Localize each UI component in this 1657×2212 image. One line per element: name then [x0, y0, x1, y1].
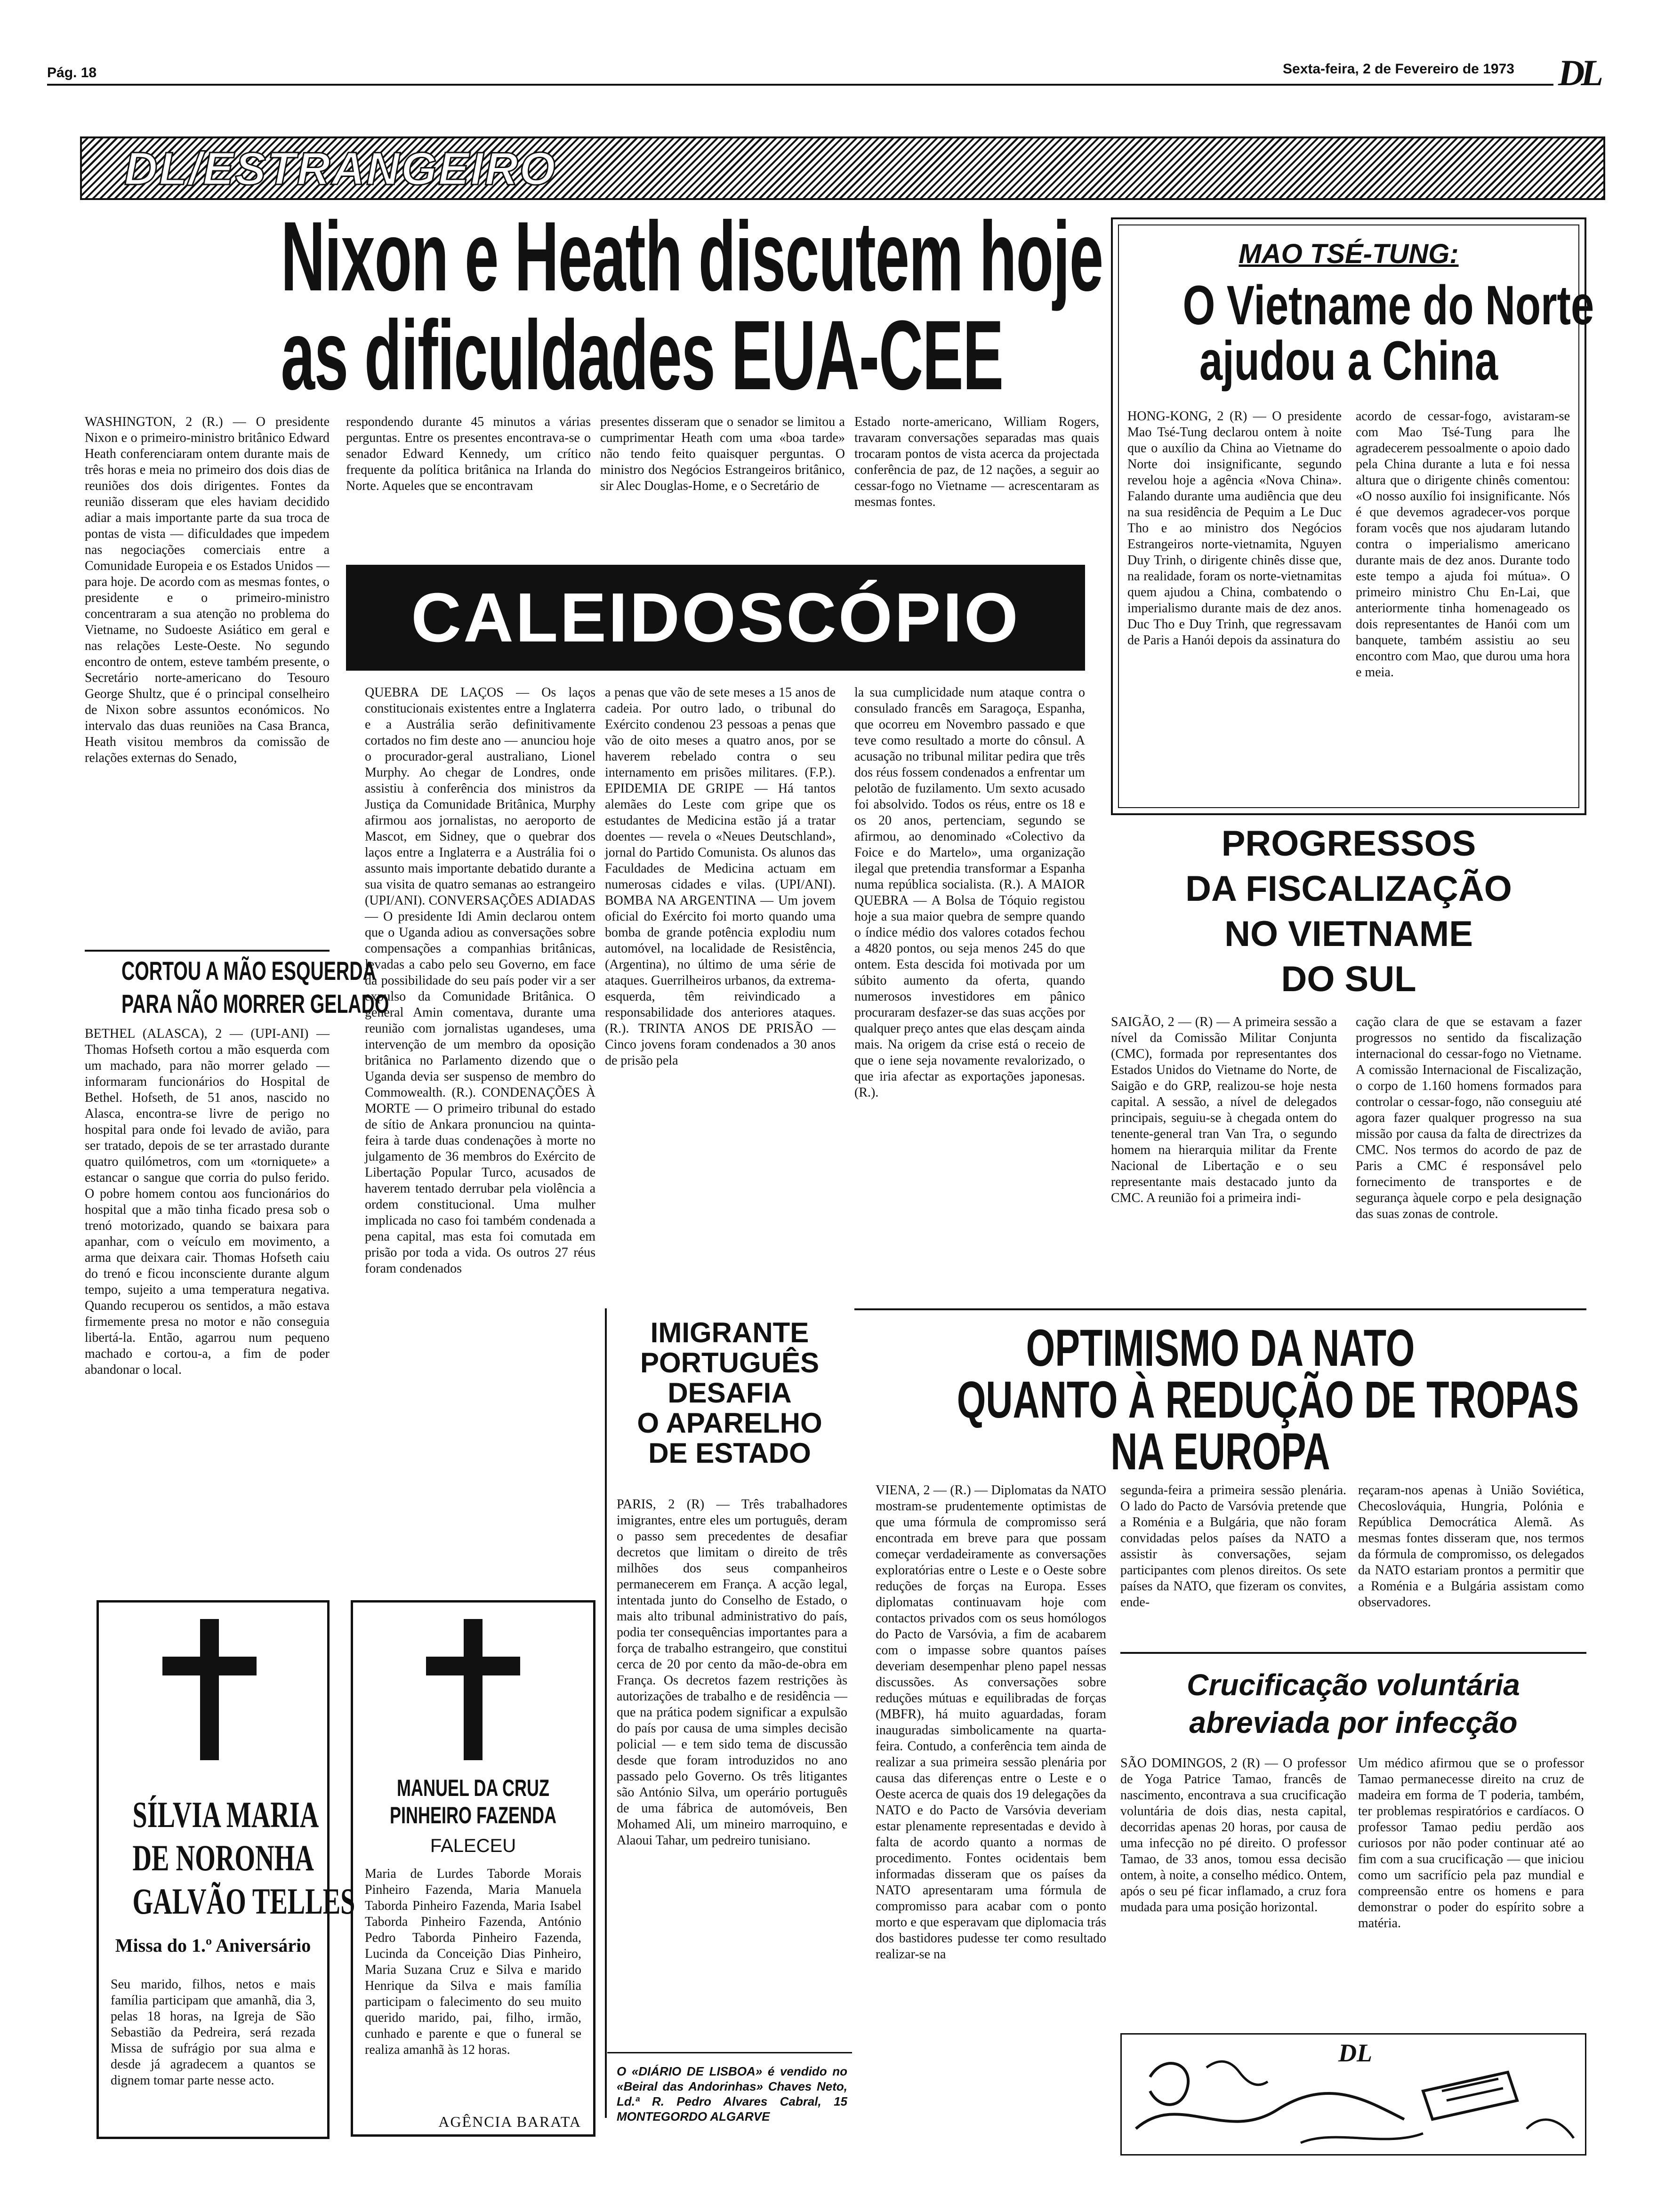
obituary-1-name-line-1: SÍLVIA MARIA: [132, 1794, 319, 1835]
nato-headline-line-1: OPTIMISMO DA NATO: [1026, 1319, 1415, 1377]
obituary-2-name: [355, 1774, 591, 1831]
cortou-rule: [85, 950, 330, 952]
caleidoscopio-col-1: QUEBRA DE LAÇOS — Os laços constitucionais existentes entre a Inglaterra e a Austrália serão definitivamente cortados no fim deste ano — anunciou hoje o procurador-geral australiano, Lionel Murphy. Ao chegar de Londres, onde assistiu à conferência dos ministros da Justiça da Comunidade Britânica, Murphy afirmou aos jornalistas, no aeroporto de Mascot, em Sidney, que o quebrar dos laços entre a Inglaterra e a Austrália foi o assunto mais importante debatido durante a sua visita de quatro semanas ao estrangeiro (UPI/ANI). CONVERSAÇÕES ADIADAS — O presidente Idi Amin declarou ontem que o Uganda adiou as conversações sobre compensações a companhias britânicas, levadas a cabo pelo seu Governo, em face da possibilidade do seu país poder vir a ser expulso da Comunidade Britânica. O general Amin comentava, durante uma reunião com jornalistas ugandeses, uma intervenção de um membro da oposição britânica no Parlamento dizendo que o Uganda devia ser suspenso de membro do Commowealth. (R.). CONDENAÇÕES À MORTE — O primeiro tribunal do estado de sítio de Ankara pronunciou na quinta-feira à tarde duas condenações à morte no julgamento de 36 membros do Exército de Libertação Popular Turco, acusados de haverem tentado derrubar pela violência a ordem constitucional. Uma mulher implicada no caso foi também condenada a pena capital, mas esta foi comutada em prisão por toda a vida. Os outros 27 réus foram condenados: [365, 685, 595, 1276]
nato-col-2: segunda-feira a primeira sessão plenária. O lado do Pacto de Varsóvia pretende que a Roménia e a Bulgária, que não foram convidadas pelos países da NATO a assistir às conversações, sejam participantes com plenos direitos. Os sete países da NATO, que fizeram os convites, endе-: [1120, 1483, 1346, 1610]
crucificacao-headline-line-1: Crucificação voluntária: [1187, 1668, 1520, 1702]
fiscalizacao-headline-line-1: PROGRESSOS: [1221, 824, 1476, 864]
obituary-2-text: Maria de Lurdes Taborde Morais Pinheiro Fazenda, Maria Manuela Taborda Pinheiro Fazenda, Maria Isabel Taborda Pinheiro Fazenda, António Pedro Taborda Pinheiro Fazenda, Lucinda da Conceição Dias Pinheiro, Maria Suzana Cruz e Silva e marido Henrique da Silva e mais família participam o falecimento do seu muito querido marido, pai, filho, irmão, cunhado e parente e que o funeral se realiza amanhã às 12 horas.: [365, 1867, 581, 2057]
obituary-2-agency: AGÊNCIA BARATA: [438, 2113, 581, 2130]
nato-col-1: VIENA, 2 — (R.) — Diplomatas da NATO mostram-se prudentemente optimistas de que uma fórmula de compromisso será encontrada em breve para que possam começar verdadeiramente as conversações exploratórias entre o Leste e o Oeste sobre reduções de forças na Europa. Esses diplomatas continuavam hoje com contactos privados com os seus homólogos do Pacto de Varsóvia, a fim de acabarem com o impasse sobre quantos países deveriam desempenhar pleno papel nessas discussões. As conversações sobre reduções mútuas e equilibradas de forças (MBFR), há muito aguardadas, foram inauguradas simbolicamente na quarta-feira. Contudo, a conferência tem ainda de realizar a sua primeira sessão plenária por causa das diferenças entre o Leste e o Oeste acerca de quais dos 19 delegações da NATO e do Pacto de Varsóvia deveriam estar plenamente representadas e devido à falta de acordo quanto a normas de procedimento. Fontes ocidentais bem informadas disseram que os países da NATO apresentaram uma fórmula de compromisso para acabar com o ponto morto e que esperavam que diplomacia trás dos bastidores pudesse ter como resultado realizar-se na: [876, 1483, 1106, 1962]
lead-headline-line-2: as dificuldades EUA-CEE: [281, 300, 1003, 410]
section-banner: [80, 136, 1605, 200]
crucificacao-headline-line-2: abreviada por infecção: [1189, 1706, 1518, 1739]
fiscalizacao-headline-line-3: NO VIETNAME: [1224, 914, 1473, 954]
imigrante-headline: [607, 1318, 852, 1473]
mao-headline-line-1: O Vietname do Norte: [1182, 274, 1594, 337]
imigrante-headline-line-1: IMIGRANTE: [650, 1317, 809, 1348]
imigrante-headline-line-2: PORTUGUÊS: [640, 1347, 820, 1378]
lead-col-1: WASHINGTON, 2 (R.) — O presidente Nixon e o primeiro-ministro britânico Edward Heath conferenciaram ontem durante mais de três horas e meia no primeiro dos dois dias de reuniões dos dois dirigentes. Fontes da reunião disseram que eles haviam decidido adiar a mais importante parte da sua troca de pontas de vista — dificuldades que impedem nas negociações comerciais entre a Comunidade Europeia e os Estados Unidos — para hoje. De acordo com as mesmas fontes, o presidente e o primeiro-ministro concentraram a sua atenção no problema do Vietname, no Sudoeste Asiático em geral e nas relações Leste-Oeste. No segundo encontro de ontem, esteve também presente, o Secretário norte-americano do Tesouro George Shultz, que é o principal conselheiro de Nixon sobre assuntos económicos. No intervalo das duas reuniões na Casa Branca, Heath visitou membros da comissão de relações externas do Senado,: [85, 415, 330, 765]
crucificacao-col-1: SÃO DOMINGOS, 2 (R) — O professor de Yoga Patrice Tamao, francês de nascimento, encontrava a sua crucificação voluntária de dois dias, nesta capital, decorridas apenas 20 horas, por causa de uma infecção no pé direito. O professor Tamao, de 33 anos, tomou essa decisão ontem, à noite, a conselho médico. Ontem, após o seu pé ficar inflamado, a cruz fora mudada para uma posição horizontal.: [1120, 1756, 1346, 1915]
fiscalizacao-col-2: cação clara de que se estavam a fazer progressos no sentido da fiscalização internacional do cessar-fogo no Vietname. A comissão Internacional de Fiscalização, o corpo de 1.160 homens formados para controlar o cessar-fogo, não conseguiu até agora fazer qualquer progresso na sua missão por causa da falta de directrizes da CMC. Nos termos do acordo de paz de Paris a CMC é responsável pelo fornecimento de transportes e de segurança àquele corpo e pela designação das suas zonas de controle.: [1356, 1015, 1582, 1221]
nato-rule-top: [854, 1308, 1586, 1310]
caleidoscopio-title: CALEIDOSCÓPIO: [411, 579, 1020, 657]
masthead-logo: DL: [1558, 52, 1600, 93]
nato-col-3: reçaram-nos apenas à União Soviética, Checoslováquia, Hungria, Polónia e República Democrática Alemã. As mesmas fontes disseram que, nos termos da fórmula de compromisso, os delegados da NATO estariam prontos a permitir que a Roménia e a Bulgária assistam como observadores.: [1358, 1483, 1584, 1610]
imigrante-headline-line-5: DE ESTADO: [648, 1437, 811, 1469]
cartoon-logo: DL: [1338, 2039, 1372, 2067]
caleidoscopio-col-2: a penas que vão de sete meses a 15 anos de cadeia. Por outro lado, o tribunal do Exército condenou 23 pessoas a penas que vão de oito meses a quatro anos, por se haverem rebelado contra o seu internamento em prisões militares. (F.P.). EPIDEMIA DE GRIPE — Há tantos alemães do Leste com gripe que os estudantes de Medicina estão já a tratar doentes — revela o «Neues Deutschland», jornal do Partido Comunista. Os alunos das Faculdades de Medicina actuam em numerosas cidades e vilas. (UPI/ANI). BOMBA NA ARGENTINA — Um jovem oficial do Exército foi morto quando uma bomba de grande potência explodiu num automóvel, na localidade de Resistência, (Argentina), no último de uma série de ataques. Guerrilheiros urbanos, da extrema-esquerda, têm reivindicado a responsabilidade dos anteriores ataques. (R.). TRINTA ANOS DE PRISÃO — Cinco jovens foram condenados a 30 anos de prisão pela: [605, 685, 836, 1068]
issue-date: Sexta-feira, 2 de Fevereiro de 1973: [1283, 61, 1514, 77]
crucificacao-col-2: Um médico afirmou que se o professor Tamao permanecesse direito na cruz de madeira em forma de T poderia, também, ter problemas respiratórios e cardíacos. O professor Tamao pediu perdão aos curiosos por não poder continuar até ao fim com a sua crucificação — que iniciou como um sacrifício pela paz mundial e compreensão entre os homens e para demonstrar o poder do espírito sobre a matéria.: [1358, 1756, 1584, 1931]
notice-text: O «DIÁRIO DE LISBOA» é vendido no «Beiral das Andorinhas» Chaves Neto, Ld.ª R. Pedro Alvares Cabral, 15 MONTEGORDO ALGARVE: [617, 2064, 847, 2124]
fiscalizacao-headline-line-2: DA FISCALIZAÇÃO: [1185, 869, 1512, 909]
obituary-2-faleceu: FALECEU: [430, 1835, 516, 1856]
imigrante-headline-line-4: O APARELHO: [637, 1407, 822, 1439]
cross-icon-2-bar: [426, 1657, 520, 1675]
cortou-headline-line-2: PARA NÃO MORRER GELADO: [121, 989, 389, 1018]
cross-icon-bar: [162, 1657, 257, 1675]
lead-col-2: respondendo durante 45 minutos a várias perguntas. Entre os presentes encontrava-se o senador Edward Kennedy, um crítico frequente da política britânica na Irlanda do Norte. Aqueles que se encontravam: [346, 415, 591, 493]
mao-headline-line-2: ajudou a China: [1199, 330, 1498, 392]
fiscalizacao-headline-line-4: DO SUL: [1281, 959, 1416, 999]
mao-headline: [1127, 274, 1594, 392]
lead-col-3: presentes disseram que o senador se limitou a cumprimentar Heath com uma «boa tarde» não tendo feito quaisquer perguntas. O ministro dos Negócios Estrangeiros britânico, sir Alec Douglas-Home, e o Secretário de: [600, 415, 845, 493]
imigrante-rule-left: [605, 1308, 607, 2118]
obituary-1-text: Seu marido, filhos, netos e mais família participam que amanhã, dia 3, pelas 18 horas, na Igreja de São Sebastião da Pedreira, será rezada Missa de sufrágio por sua alma e desde já agradecem a quantos se dignem tomar parte nesse acto.: [111, 1977, 315, 2088]
mao-col-2: acordo de cessar-fogo, avistaram-se com Mao Tsé-Tung para lhe agradecerem pessoalmente o apoio dado pela China durante a luta e foi nessa altura que o dirigente chinês comentou: «O nosso auxílio foi insignificante. Nós é que devemos agradecer-vos porque foram vocês que nos ajudaram lutando contra o imperialismo americano durante mais de dez anos. Durante todo este tempo a ajuda foi mútua». O primeiro ministro Chu En-Lai, que anteriormente tinha homenageado os dois representantes de Hanói com um banquete, também assistiu ao seu encontro com Mao, que durou uma hora e meia.: [1356, 409, 1570, 680]
caleidoscopio-banner: [346, 565, 1085, 671]
nato-headline-line-2: QUANTO À REDUÇÃO DE TROPAS: [957, 1371, 1579, 1429]
nato-headline: [854, 1319, 1586, 1481]
cortou-text: BETHEL (ALASCA), 2 — (UPI-ANI) — Thomas Hofseth cortou a mão esquerda com um machado, para não morrer gelado — informaram funcionários do Hospital de Bethel. Hofseth, de 51 anos, nascido no Alasca, encontra-se livre de perigo no hospital para onde foi levado de avião, para ser tratado, depois de se ter arrastado durante quatro quilómetros, com um «torniquete» a estancar o sangue que corria do pulso ferido. O pobre homem contou aos funcionários do hospital que a mão tinha ficado presa sob o trenó motorizado, quando se baixara para apanhar, com o veículo em movimento, a arma que deixara cair. Thomas Hofseth caiu do trenó e ficou inconsciente durante algum tempo, sujeito a uma temperatura negativa. Quando recuperou os sentidos, a mão estava firmemente presa no motor e não conseguia libertá-la. Então, agarrou num pequeno machado e cortou-a, a fim de poder abandonar o local.: [85, 1026, 330, 1377]
obituary-1-name-line-2: DE NORONHA: [132, 1837, 314, 1878]
cross-icon: [200, 1619, 219, 1760]
cartoon-box: [1120, 2033, 1586, 2156]
cortou-headline: [85, 955, 389, 1021]
mao-col-1: HONG-KONG, 2 (R) — O presidente Mao Tsé-Tung declarou ontem à noite que o auxílio da China ao Vietname do Norte doi insignificante, segundo revelou hoje a agência «Nova China». Falando durante uma audiência que deu na sua residência de Pequim a Le Duc Tho e ao ministro dos Negócios Estrangeiros norte-vietnamita, Nguyen Duy Trinh, o dirigente chinês disse que, na realidade, foram os norte-vietnamitas quem ajudou a China, combatendo o imperialismo durante mais de dez anos. Duc Tho e Duy Trinh, que regressavam de Paris a Hanói depois da assinatura do: [1127, 409, 1342, 648]
cross-icon-2: [464, 1619, 483, 1760]
crucificacao-rule: [1120, 1652, 1586, 1654]
header-rule: [47, 84, 1553, 86]
cortou-headline-line-1: CORTOU A MÃO ESQUERDA: [121, 956, 376, 986]
obituary-2-name-line-2: PINHEIRO FAZENDA: [389, 1802, 557, 1828]
obituary-2-name-line-1: MANUEL DA CRUZ: [397, 1775, 549, 1801]
lead-headline-line-1: Nixon e Heath discutem hoje: [281, 201, 1103, 312]
fiscalizacao-headline: [1111, 821, 1586, 1010]
nato-headline-line-3: NA EUROPA: [1110, 1423, 1330, 1481]
mao-kicker: MAO TSÉ-TUNG:: [1239, 239, 1459, 269]
page-number: Pág. 18: [47, 65, 97, 80]
notice-rule: [607, 2052, 852, 2053]
imigrante-headline-line-3: DESAFIA: [668, 1377, 792, 1409]
obituary-1-name: [101, 1793, 355, 1925]
lead-headline: [89, 201, 1103, 410]
lead-col-4: Estado norte-americano, William Rogers, travaram conversações separadas mas quais trocaram pontos de vista acerca da projectada conferência de paz, de 12 nações, a seguir ao cessar-fogo no Vietname — acrescentaram as mesmas fontes.: [854, 415, 1099, 509]
obituary-1-name-line-3: GALVÃO TELLES: [132, 1881, 355, 1922]
imigrante-text: PARIS, 2 (R) — Três trabalhadores imigrantes, entre eles um português, deram o passo sem precedentes de desafiar decretos que limitam o direito de três milhões dos seus companheiros permanecerem em França. A acção legal, intentada junto do Conselho de Estado, o mais alto tribunal administrativo do país, podia ter consequências importantes para a força de trabalho estrangeiro, que constitui cerca de 20 por cento da mão-de-obra em França. Os decretos fazem restrições às autorizações de trabalho e de residência — que na prática podem significar a expulsão do país por causa de uma simples decisão policial — e tem sido tema de discussão desde que foram introduzidos no ano passado pelo Governo. Os três litigantes são António Silva, um operário português de uma fábrica de automóveis, Ben Mohamed Ali, um mineiro marroquino, e Alaoui Tahar, um pedreiro tunisiano.: [617, 1497, 847, 1848]
section-banner-label: DL/ESTRANGEIRO: [124, 143, 557, 194]
obituary-1-mass: Missa do 1.º Aniversário: [115, 1935, 311, 1956]
fiscalizacao-col-1: SAIGÃO, 2 — (R) — A primeira sessão a nível da Comissão Militar Conjunta (CMC), formada por representantes dos Estados Unidos do Vietname do Norte, de Saigão e do GRP, realizou-se hoje nesta capital. A sessão, a nível de delegados principais, seguiu-se à chegada ontem do tenente-general tran Van Tra, o segundo homem na hierarquia militar da Frente Nacional de Libertação e o seu representante mais destacado junto da CMC. A reunião foi a primeira indi-: [1111, 1015, 1337, 1205]
caleidoscopio-col-3: la sua cumplicidade num ataque contra o consulado francês em Saragoça, Espanha, que ocorreu em Novembro passado e que teve como resultado a morte do cônsul. A acusação no tribunal militar pedira que três dos réus fossem condenados a enfrentar um pelotão de fuzilamento. Um sexto acusado foi absolvido. Todos os réus, entre os 18 e os 20 anos, pertenciam, segundo se afirmou, ao denominado «Colectivo da Foice e do Martelo», uma organização ilegal que pretendia transformar a Espanha numa república socialista. (R.). A MAIOR QUEBRA — A Bolsa de Tóquio registou hoje a sua maior quebra de sempre quando o índice médio dos valores cotados fechou a 4820 pontos, ou seja menos 245 do que ontem. Esta descida foi motivada por um súbito aumento da oferta, quando numerosos investidores em pânico procuraram desfazer-se das suas acções por qualquer preço antes que elas desçam ainda mais. Na origem da crise está o receio de que o iene seja novamente revalorizado, o que iria afectar as exportações japonesas. (R.).: [854, 685, 1085, 1100]
crucificacao-headline: [1120, 1666, 1586, 1751]
